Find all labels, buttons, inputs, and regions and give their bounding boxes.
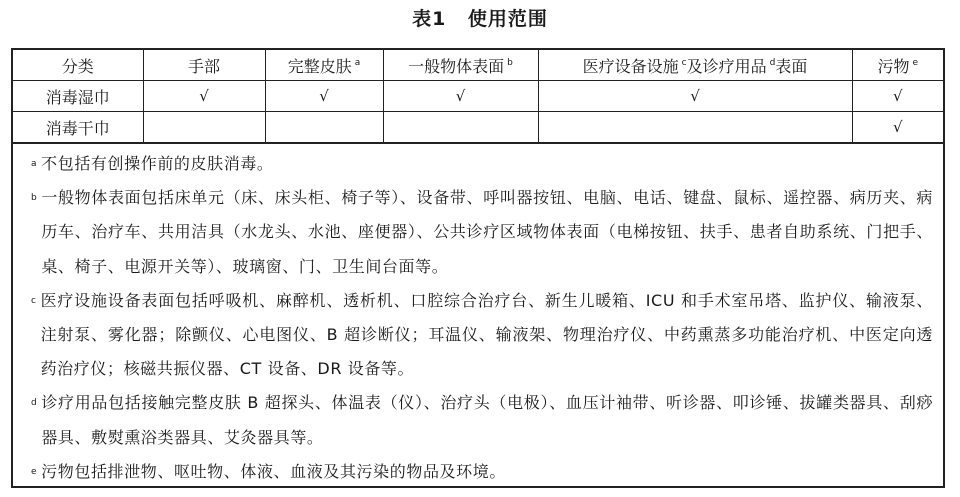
check-mark: √: [143, 81, 265, 112]
row-name-wet-wipe: 消毒湿巾: [13, 81, 143, 112]
header-hands: 手部: [143, 50, 265, 81]
check-mark: √: [538, 81, 852, 112]
table-title: 使用范围: [467, 8, 548, 30]
note-text: 污物包括排泄物、呕吐物、体液、血液及其污染的物品及环境。: [41, 461, 506, 481]
check-mark: √: [852, 112, 943, 143]
note-marker: b: [31, 193, 38, 204]
empty-cell: [383, 112, 538, 143]
header-dirt: 污物 $^e$: [852, 50, 943, 81]
note-text: 诊疗用品包括接触完整皮肤 B 超探头、体温表（仪）、治疗头（电极）、血压计袖带、听诊器、叩诊锤、拔罐类器具、刮痧器具、敷熨熏浴类器具、艾灸器具等。: [41, 393, 933, 447]
check-mark: √: [383, 81, 538, 112]
header-medical-equipment: 医疗设备设施 $^c$及诊疗用品 $^d$表面: [538, 50, 852, 81]
header-category: 分类: [13, 50, 143, 81]
usage-table: [13, 50, 943, 143]
row-name-dry-wipe: 消毒干巾: [13, 112, 143, 143]
note-marker: d: [31, 398, 38, 409]
empty-cell: [538, 112, 852, 143]
table-notes: [13, 143, 943, 489]
note-marker: a: [31, 159, 38, 169]
header-intact-skin: 完整皮肤 $^a$: [265, 50, 383, 81]
check-mark: √: [852, 81, 943, 112]
empty-cell: [265, 112, 383, 143]
note-marker: e: [31, 466, 38, 477]
table-caption: [0, 2, 960, 36]
check-mark: √: [265, 81, 383, 112]
header-general-surface: 一般物体表面 $^b$: [383, 50, 538, 81]
note-text: 一般物体表面包括床单元（床、床头柜、椅子等）、设备带、呼叫器按钮、电脑、电话、键盘、鼠标、遥控器、病历夹、病历车、治疗车、共用洁具（水龙头、水池、座便器）、公共诊疗区域物体表面（电梯按钮、扶手、患者自助系统、门把手、桌、椅子、电源开关等）、玻璃窗、门、卫生间台面等。: [41, 188, 933, 276]
note-c: [31, 284, 933, 387]
note-a: [31, 147, 933, 181]
empty-cell: [143, 112, 265, 143]
note-b: [31, 181, 933, 284]
table-row: [13, 112, 943, 143]
note-text: 医疗设施设备表面包括呼吸机、麻醉机、透析机、口腔综合治疗台、新生儿暖箱、ICU 和手术室吊塔、监护仪、输液泵、注射泵、雾化器；除颤仪、心电图仪、B 超诊断仪；耳温仪、输液架、物理治疗仪、中药熏蒸多功能治疗机、中医定向透药治疗仪；核磁共振仪器、CT 设备、DR 设备等。: [40, 290, 933, 379]
note-d: [31, 386, 933, 454]
note-e: [31, 455, 933, 489]
note-text: 不包括有创操作前的皮肤消毒。: [41, 154, 274, 173]
table-number: 表1: [412, 8, 447, 30]
table-row: [13, 81, 943, 112]
usage-table-frame: [11, 48, 945, 488]
note-marker: c: [31, 295, 37, 306]
header-row: [13, 50, 943, 81]
